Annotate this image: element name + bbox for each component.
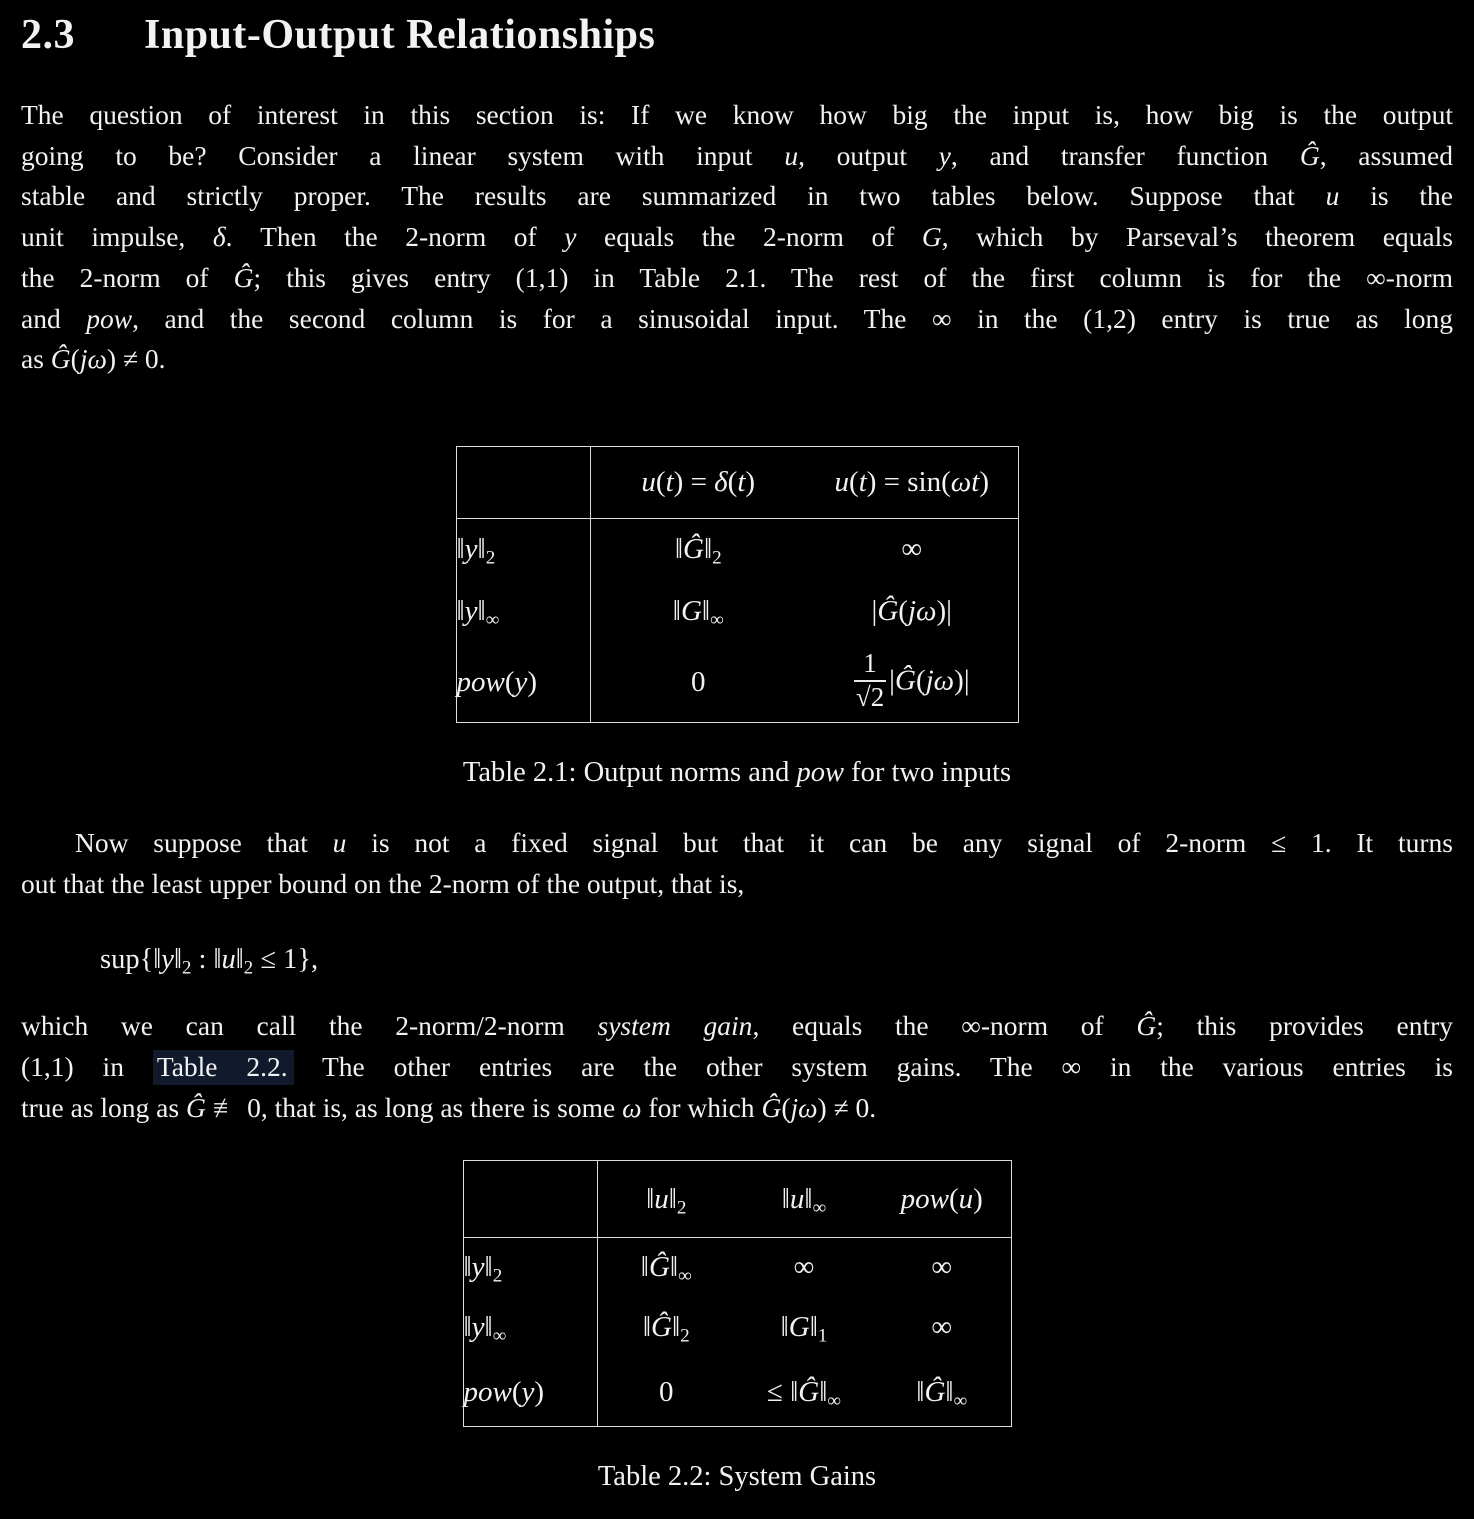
math-cell: |Ĝ(jω)| [871, 594, 952, 627]
table-row [456, 518, 1018, 580]
math-cell: $‖Ĝ‖_2$ [642, 1311, 690, 1347]
section-title: Input-Output Relationships [144, 12, 656, 58]
row-label: $‖y‖_\infty$ [456, 580, 590, 642]
text-line: Now suppose that u is not a fixed signal but that it can be any signal of 2-norm ≤ 1. It turns [75, 826, 1453, 858]
text-line: (1,1) in Table 2.2. The other entries are the other system gains. The ∞ in the various entries is [21, 1047, 1453, 1088]
math-cell: ∞ [931, 1311, 953, 1344]
paragraph-3 [21, 1006, 1453, 1128]
text-line: and pow, and the second column is for a sinusoidal input. The ∞ in the (1,2) entry is true as long [21, 302, 1453, 334]
table-2-2 [463, 1160, 1012, 1427]
math-cell: $‖Ĝ‖_\infty$ [916, 1376, 968, 1412]
column-header: $‖u‖_2$ [597, 1161, 735, 1238]
column-header: pow(u) [873, 1161, 1011, 1238]
column-header: $‖u‖_\infty$ [735, 1161, 873, 1238]
math-cell: $‖Ĝ‖_\infty$ [640, 1251, 692, 1287]
table-header-row [463, 1161, 1011, 1238]
math-cell: $‖Ĝ‖_2$ [674, 533, 722, 569]
math-cell: ∞ [793, 1251, 815, 1284]
table-2-2-link[interactable]: Table 2.2. [153, 1050, 294, 1085]
table-2-1-caption: Table 2.1: Output norms and pow for two inputs [462, 756, 1012, 788]
math-cell: 0 [691, 665, 706, 698]
row-label: $‖y‖_\infty$ [463, 1297, 597, 1359]
math-cell: ≤ $‖Ĝ‖_\infty$ [766, 1376, 842, 1412]
math-cell: ∞ [901, 533, 923, 566]
row-label: pow(y) [463, 1359, 597, 1427]
table-2-2-caption: Table 2.2: System Gains [597, 1461, 877, 1493]
column-header: u(t) = δ(t) [590, 446, 806, 518]
section-heading [21, 14, 1453, 56]
math-cell: $‖G‖_1$ [780, 1311, 828, 1347]
text-line: the 2-norm of Ĝ; this gives entry (1,1) in Table 2.1. The rest of the first column is for the ∞-norm [21, 261, 1453, 293]
row-label: $‖y‖_2$ [463, 1238, 597, 1297]
text-line: going to be? Consider a linear system with input u, output y, and transfer function Ĝ, assumed [21, 139, 1454, 171]
row-label: pow(y) [456, 642, 590, 722]
text-line: The question of interest in this section is: If we know how big the input is, how big is the output [21, 99, 1453, 130]
table-row [463, 1297, 1011, 1359]
display-equation: $sup\{‖y‖_2$ : $‖u‖_2 \le 1$}, [100, 944, 319, 979]
text-line: out that the least upper bound on the 2-norm of the output, that is, [21, 867, 745, 899]
math-cell: 0 [659, 1376, 674, 1409]
paragraph-1 [21, 95, 1453, 380]
row-label: $‖y‖_2$ [456, 518, 590, 580]
table-row [463, 1238, 1011, 1297]
table-corner-cell [456, 446, 590, 518]
table-row [463, 1359, 1011, 1427]
table-header-row [456, 446, 1018, 518]
math-cell: $‖G‖_\infty$ [672, 594, 724, 631]
text-line: stable and strictly proper. The results are summarized in two tables below. Suppose that u is the [21, 180, 1453, 212]
math-cell: ∞ [931, 1251, 953, 1284]
paragraph-2 [21, 823, 1453, 904]
math-cell: $\frac{1}{√2}$ |Ĝ(jω)| [855, 647, 970, 712]
column-header: u(t) = sin(ωt) [806, 446, 1018, 518]
text-line: true as long as Ĝ ≢ 0, that is, as long as there is some ω for which Ĝ(jω) ≠ 0. [21, 1091, 877, 1123]
table-row [456, 580, 1018, 642]
section-number: 2.3 [21, 12, 75, 58]
text-line: unit impulse, δ. Then the 2-norm of y equals the 2-norm of G, which by Parseval’s theorem equals [21, 221, 1453, 253]
table-row [456, 642, 1018, 722]
table-2-1 [456, 446, 1019, 723]
text-line: as Ĝ(jω) ≠ 0. [21, 343, 166, 375]
text-line: which we can call the 2-norm/2-norm system gain, equals the ∞-norm of Ĝ; this provides entry [21, 1010, 1453, 1042]
table-corner-cell [463, 1161, 597, 1238]
